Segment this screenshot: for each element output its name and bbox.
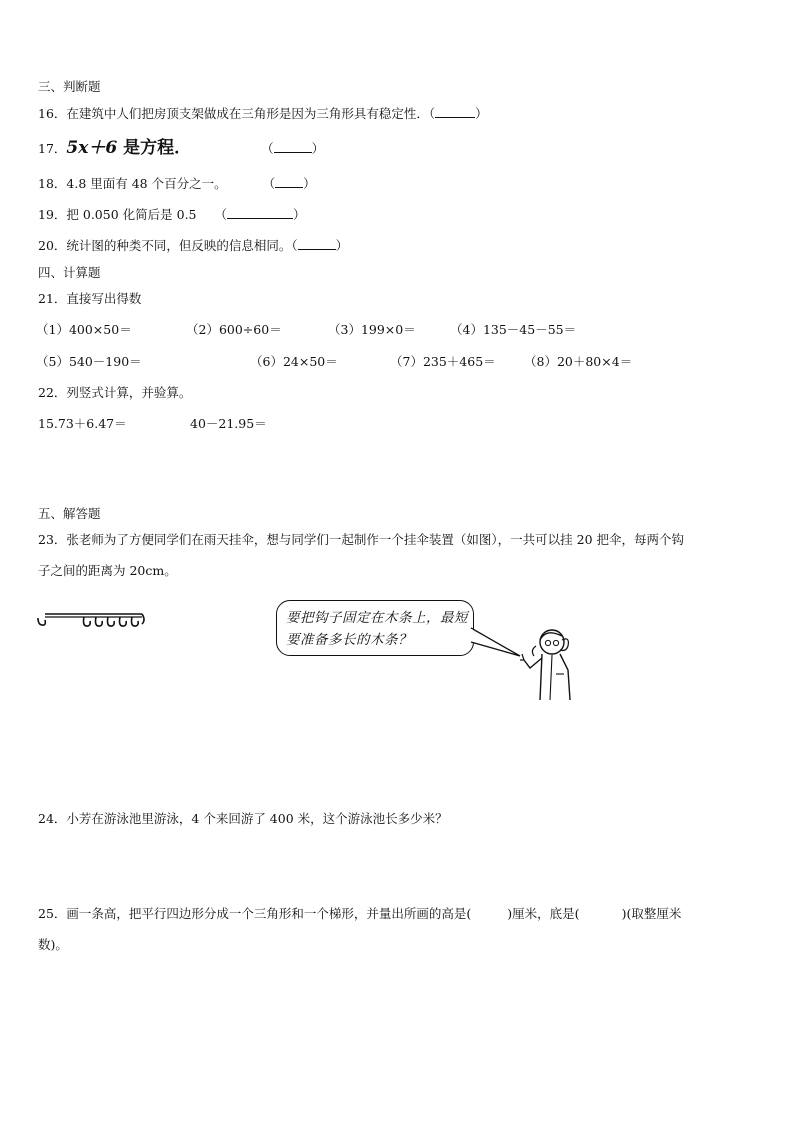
question-text: 列竖式计算，并验算。 [66,385,192,400]
question-text: 小芳在游泳池里游泳，4 个来回游了 400 米，这个游泳池长多少米？ [66,811,448,826]
question-number: 25． [38,906,67,921]
question-number: 17． [38,141,67,156]
answer-blank[interactable] [275,176,303,188]
teacher-illustration [516,624,586,702]
speech-bubble [276,600,474,656]
question-19 [38,207,306,222]
speech-bubble-text: 要把钩子固定在木条上，最短要准备多长的木条？ [286,610,468,648]
question-18 [38,176,316,191]
question-text: 画一条高，把平行四边形分成一个三角形和一个梯形，并量出所画的高是( [66,906,472,921]
question-number: 23． [38,532,67,547]
question-number: 21． [38,291,67,306]
question-text-part-3: )(取整厘米 [621,906,682,921]
bracket-close: ） [311,141,325,156]
question-number: 16． [38,106,67,121]
question-17 [38,138,324,158]
calc-item-7: （7）235＋465＝ [390,354,496,369]
question-number: 18． [38,176,67,191]
question-23-line-1 [38,532,684,547]
bracket-close: ） [475,106,488,121]
question-25-line-2: 数)。 [38,937,68,952]
question-number: 20． [38,238,67,253]
expression: 5x＋6 [66,138,118,158]
bracket-open: （ [262,176,276,191]
umbrella-hook-rail-illustration [36,608,146,632]
calc-item-2: （2）600÷60＝ [186,322,282,337]
bracket-close: ） [335,238,349,253]
question-text: 把 0.050 化简后是 0.5 [66,207,197,222]
bracket-close: ） [293,207,306,222]
bracket-open: （ [261,141,274,156]
bracket-open: （ [214,207,228,222]
calc-item-3: （3）199×0＝ [328,322,416,337]
question-text: 4.8 里面有 48 个百分之一。 [66,176,227,191]
calc-item-5: （5）540－190＝ [36,354,142,369]
question-25-line-1 [38,906,681,921]
calc-item-4: （4）135－45－55＝ [450,322,577,337]
question-23-line-2: 子之间的距离为 20cm。 [38,563,177,578]
question-text: 统计图的种类不同，但反映的信息相同。（ [66,238,298,253]
question-21 [38,291,141,306]
question-text: 在建筑中人们把房顶支架做成在三角形是因为三角形具有稳定性．（ [66,106,436,121]
question-16 [38,106,488,121]
question-number: 19． [38,207,67,222]
question-text: 张老师为了方便同学们在雨天挂伞，想与同学们一起制作一个挂伞装置（如图），一共可以挂 20 把伞，每两个钩 [66,532,685,547]
question-text-part-2: )厘米，底是( [507,906,580,921]
section-title-judge: 三、判断题 [38,79,101,94]
question-24 [38,811,448,826]
calc-item-6: （6）24×50＝ [250,354,338,369]
question-22 [38,385,191,400]
answer-blank[interactable] [227,207,293,219]
section-title-solve: 五、解答题 [38,506,101,521]
answer-blank[interactable] [274,141,312,153]
bracket-close: ） [303,176,316,191]
calc-item-1: （1）400×50＝ [36,322,132,337]
section-title-calc: 四、计算题 [38,265,101,280]
vertical-calc-2: 40－21.95＝ [190,416,267,431]
question-text: 直接写出得数 [66,291,142,306]
question-20 [38,238,348,253]
question-text: 是方程． [117,138,192,158]
question-number: 24． [38,811,67,826]
answer-blank[interactable] [298,238,336,250]
vertical-calc-1: 15.73＋6.47＝ [38,416,127,431]
calc-item-8: （8）20＋80×4＝ [524,354,633,369]
question-number: 22． [38,385,67,400]
answer-blank[interactable] [435,106,475,118]
